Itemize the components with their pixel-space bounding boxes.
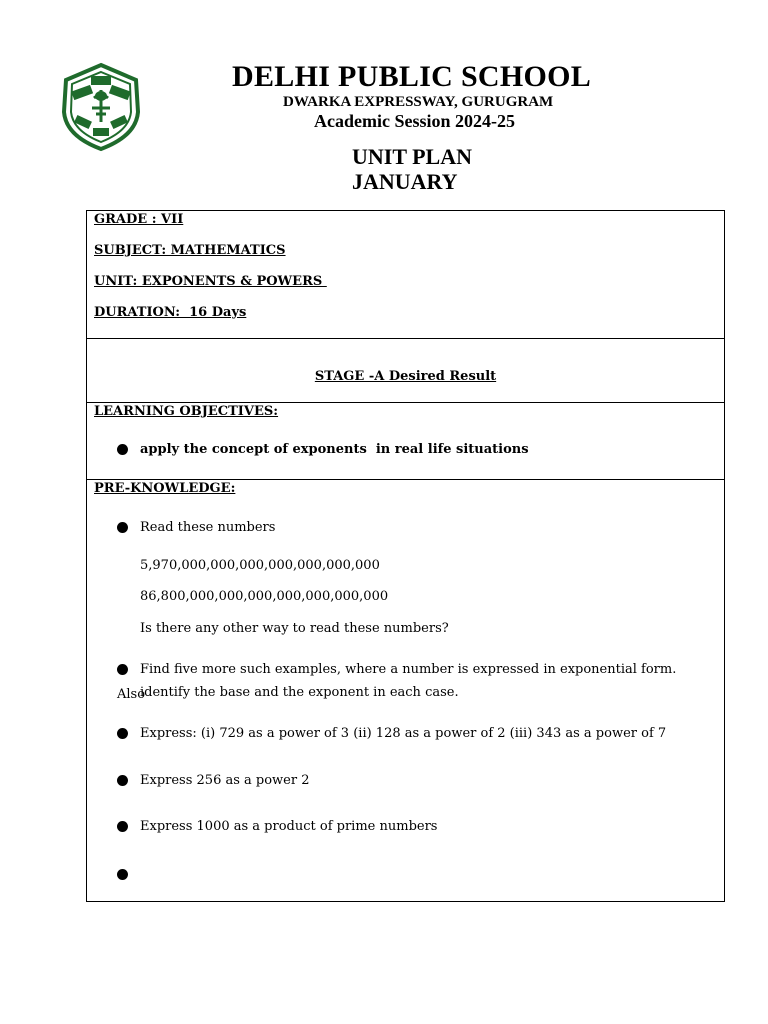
- bullet-icon: [117, 869, 128, 880]
- example-number: 5,970,000,000,000,000,000,000,000: [140, 558, 380, 573]
- plan-month: JANUARY: [352, 169, 458, 194]
- learning-objectives-heading: LEARNING OBJECTIVES:: [94, 404, 279, 419]
- school-address: DWARKA EXPRESSWAY, GURUGRAM: [283, 94, 554, 110]
- plan-title: UNIT PLAN: [352, 144, 473, 169]
- list-item: [117, 862, 708, 887]
- academic-session: Academic Session 2024-25: [314, 111, 515, 131]
- stage-section: [87, 338, 724, 402]
- unit-info-section: [87, 211, 724, 338]
- bullet-icon: [117, 728, 128, 739]
- pre-knowledge-section: [87, 479, 724, 901]
- unit-label: UNIT: EXPONENTS & POWERS: [94, 274, 327, 289]
- pre-item-text-continued: identify the base and the exponent in each case.: [140, 685, 459, 700]
- grade-label: GRADE : VII: [94, 212, 184, 227]
- duration-label: DURATION: 16 Days: [94, 305, 247, 320]
- pre-item-text: Express 256 as a power 2: [140, 773, 310, 788]
- bullet-icon: [117, 522, 128, 533]
- pre-item-text: Express 1000 as a product of prime numbers: [140, 819, 438, 834]
- unit-plan-table: [86, 210, 725, 902]
- stage-title: STAGE -A Desired Result: [314, 369, 497, 384]
- list-item: [117, 768, 708, 793]
- bullet-icon: [117, 664, 128, 675]
- pre-knowledge-heading: PRE-KNOWLEDGE:: [94, 481, 236, 496]
- bullet-icon: [117, 821, 128, 832]
- list-item: [117, 721, 708, 746]
- example-number: 86,800,000,000,000,000,000,000,000: [140, 589, 389, 604]
- list-item: [117, 814, 708, 839]
- learning-objectives-section: [87, 402, 724, 479]
- objective-text: apply the concept of exponents in real life situations: [140, 442, 529, 457]
- school-name: DELHI PUBLIC SCHOOL: [232, 60, 592, 93]
- subject-label: SUBJECT: MATHEMATICS: [94, 243, 286, 258]
- question-text: Is there any other way to read these numbers?: [140, 621, 449, 636]
- pre-item-text: Find five more such examples, where a number is expressed in exponential form. Also: [117, 662, 677, 702]
- pre-item-text: Express: (i) 729 as a power of 3 (ii) 128 as a power of 2 (iii) 343 as a power of 7: [140, 726, 667, 741]
- school-crest-logo-icon: [58, 62, 144, 152]
- bullet-icon: [117, 444, 128, 455]
- pre-item-text: Read these numbers: [140, 520, 276, 535]
- bullet-icon: [117, 775, 128, 786]
- list-item: [117, 437, 708, 462]
- list-item: [117, 515, 708, 540]
